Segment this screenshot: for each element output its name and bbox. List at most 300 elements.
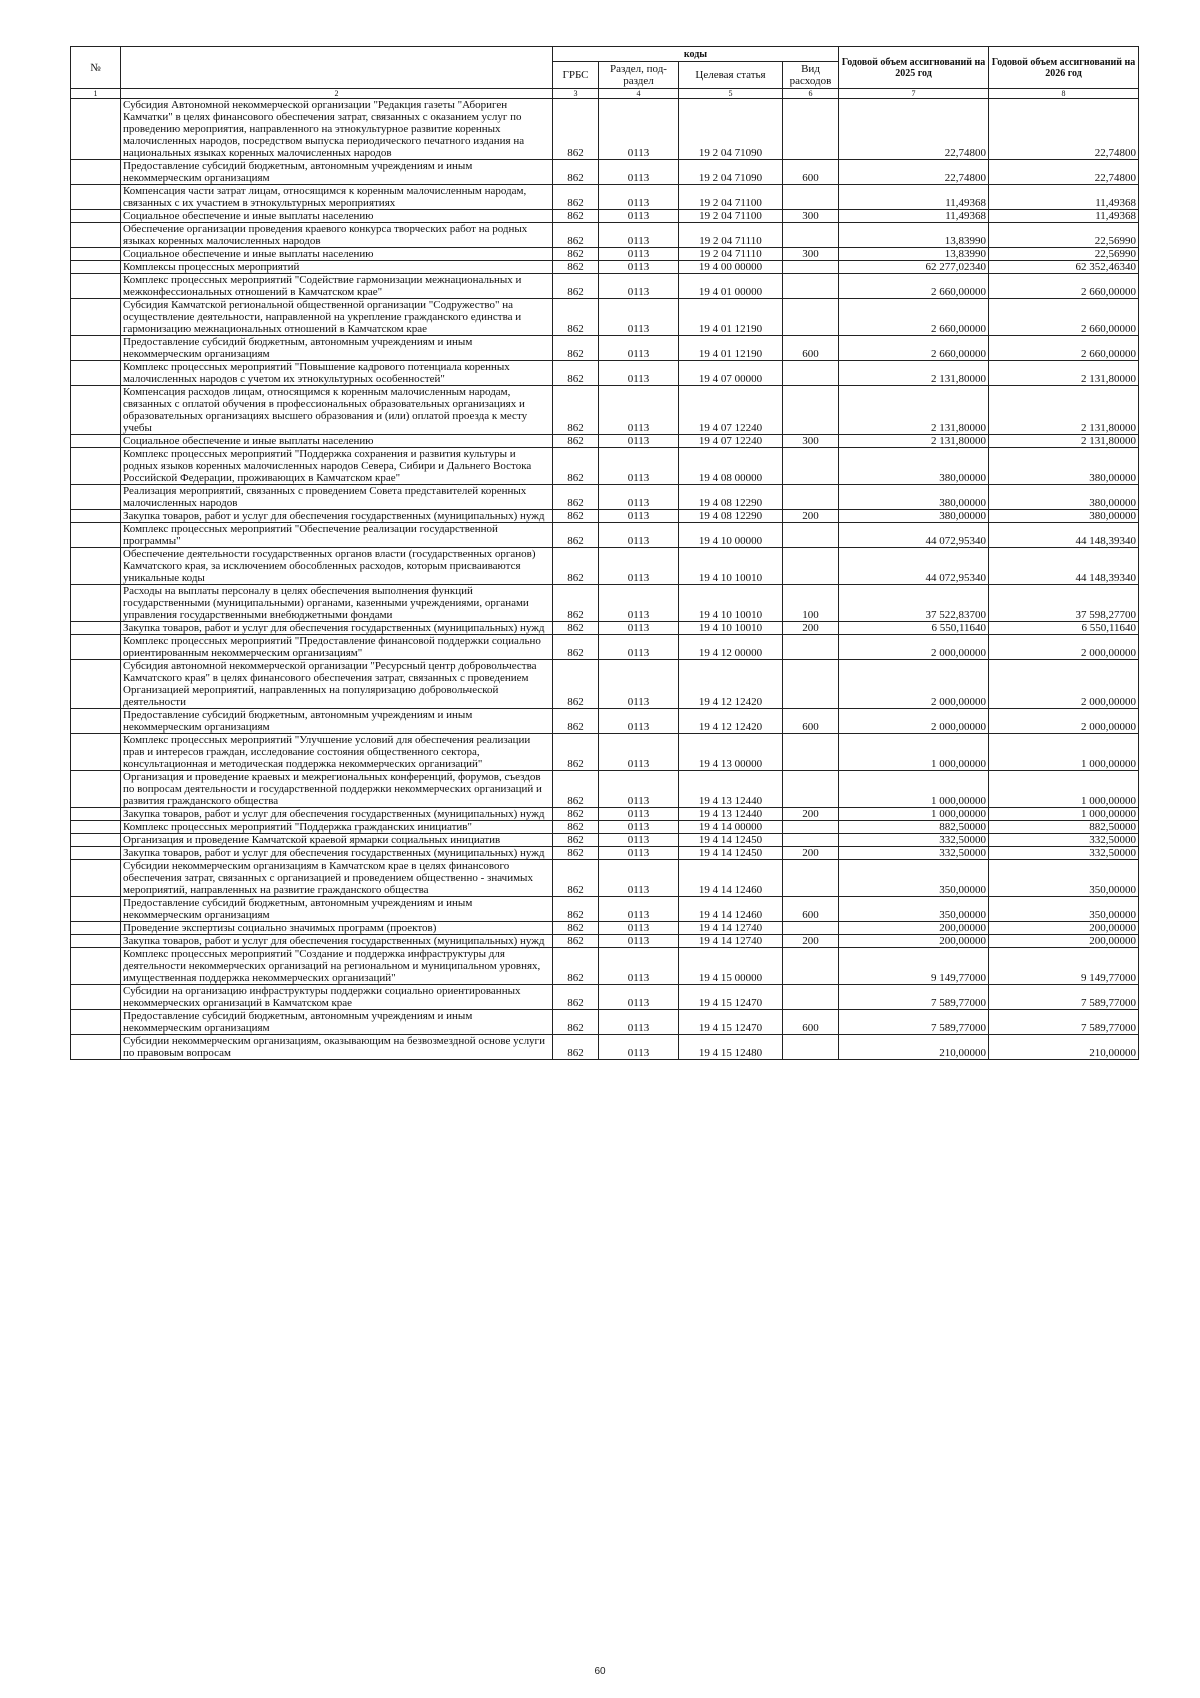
row-target-cell: 19 2 04 71090 <box>679 99 783 160</box>
row-volume-2026-cell: 9 149,77000 <box>989 948 1139 985</box>
row-target-cell: 19 4 01 12190 <box>679 299 783 336</box>
row-target-cell: 19 4 08 12290 <box>679 485 783 510</box>
row-grbs-cell: 862 <box>553 523 599 548</box>
row-volume-2025-cell: 350,00000 <box>839 897 989 922</box>
row-volume-2026-cell: 11,49368 <box>989 185 1139 210</box>
row-volume-2026-cell: 380,00000 <box>989 485 1139 510</box>
budget-table <box>70 46 1139 1060</box>
row-volume-2026-cell: 350,00000 <box>989 860 1139 897</box>
row-section-cell: 0113 <box>599 210 679 223</box>
row-target-cell: 19 2 04 71100 <box>679 185 783 210</box>
header-grbs: ГРБС <box>553 62 599 89</box>
table-row <box>71 361 1139 386</box>
row-target-cell: 19 2 04 71100 <box>679 210 783 223</box>
row-volume-2025-cell: 882,50000 <box>839 821 989 834</box>
row-expense-type-cell: 600 <box>783 709 839 734</box>
row-grbs-cell: 862 <box>553 361 599 386</box>
row-name-cell: Социальное обеспечение и иные выплаты населению <box>121 210 553 223</box>
row-number-cell <box>71 709 121 734</box>
row-number-cell <box>71 985 121 1010</box>
row-target-cell: 19 4 12 12420 <box>679 709 783 734</box>
row-name-cell: Субсидии на организацию инфраструктуры поддержки социально ориентированных некоммерческих организаций в Камчатском крае <box>121 985 553 1010</box>
row-volume-2025-cell: 7 589,77000 <box>839 1010 989 1035</box>
row-volume-2025-cell: 13,83990 <box>839 223 989 248</box>
table-header <box>71 47 1139 99</box>
row-volume-2025-cell: 350,00000 <box>839 860 989 897</box>
row-section-cell: 0113 <box>599 834 679 847</box>
row-volume-2025-cell: 200,00000 <box>839 922 989 935</box>
table-row <box>71 485 1139 510</box>
row-target-cell: 19 4 10 10010 <box>679 622 783 635</box>
header-codes: коды <box>553 47 839 62</box>
row-target-cell: 19 4 13 00000 <box>679 734 783 771</box>
row-grbs-cell: 862 <box>553 386 599 435</box>
row-target-cell: 19 4 10 10010 <box>679 548 783 585</box>
row-section-cell: 0113 <box>599 1010 679 1035</box>
row-number-cell <box>71 223 121 248</box>
row-number-cell <box>71 660 121 709</box>
row-name-cell: Комплекс процессных мероприятий "Повышение кадрового потенциала коренных малочисленных народов с учетом их этнокультурных особенностей" <box>121 361 553 386</box>
column-number: 5 <box>679 89 783 99</box>
table-row <box>71 660 1139 709</box>
header-expense-type: Вид расходов <box>783 62 839 89</box>
row-volume-2025-cell: 37 522,83700 <box>839 585 989 622</box>
table-row <box>71 709 1139 734</box>
table-row <box>71 435 1139 448</box>
table-row <box>71 223 1139 248</box>
row-section-cell: 0113 <box>599 808 679 821</box>
row-grbs-cell: 862 <box>553 897 599 922</box>
row-volume-2025-cell: 1 000,00000 <box>839 771 989 808</box>
row-number-cell <box>71 834 121 847</box>
row-volume-2025-cell: 1 000,00000 <box>839 734 989 771</box>
row-target-cell: 19 4 12 12420 <box>679 660 783 709</box>
row-target-cell: 19 4 08 12290 <box>679 510 783 523</box>
row-target-cell: 19 4 15 12480 <box>679 1035 783 1060</box>
row-name-cell: Предоставление субсидий бюджетным, автономным учреждениям и иным некоммерческим организациям <box>121 709 553 734</box>
row-volume-2025-cell: 2 131,80000 <box>839 386 989 435</box>
row-expense-type-cell <box>783 548 839 585</box>
row-number-cell <box>71 1010 121 1035</box>
row-expense-type-cell <box>783 860 839 897</box>
row-target-cell: 19 4 15 12470 <box>679 985 783 1010</box>
row-volume-2026-cell: 22,74800 <box>989 160 1139 185</box>
header-section: Раздел, под-раздел <box>599 62 679 89</box>
row-section-cell: 0113 <box>599 548 679 585</box>
row-target-cell: 19 4 00 00000 <box>679 261 783 274</box>
row-grbs-cell: 862 <box>553 274 599 299</box>
row-name-cell: Комплекс процессных мероприятий "Содействие гармонизации межнациональных и межконфессиональных отношений в Камчатском крае" <box>121 274 553 299</box>
row-grbs-cell: 862 <box>553 985 599 1010</box>
row-grbs-cell: 862 <box>553 622 599 635</box>
row-target-cell: 19 4 14 00000 <box>679 821 783 834</box>
row-section-cell: 0113 <box>599 660 679 709</box>
row-number-cell <box>71 948 121 985</box>
row-volume-2026-cell: 1 000,00000 <box>989 771 1139 808</box>
row-expense-type-cell <box>783 361 839 386</box>
table-body <box>71 99 1139 1060</box>
row-grbs-cell: 862 <box>553 847 599 860</box>
row-volume-2025-cell: 6 550,11640 <box>839 622 989 635</box>
row-number-cell <box>71 548 121 585</box>
row-grbs-cell: 862 <box>553 448 599 485</box>
row-expense-type-cell <box>783 274 839 299</box>
row-target-cell: 19 4 01 12190 <box>679 336 783 361</box>
row-expense-type-cell <box>783 985 839 1010</box>
row-volume-2025-cell: 2 131,80000 <box>839 435 989 448</box>
row-name-cell: Закупка товаров, работ и услуг для обеспечения государственных (муниципальных) нужд <box>121 510 553 523</box>
table-row <box>71 185 1139 210</box>
row-target-cell: 19 4 14 12450 <box>679 834 783 847</box>
table-row <box>71 635 1139 660</box>
row-section-cell: 0113 <box>599 248 679 261</box>
table-row <box>71 948 1139 985</box>
row-section-cell: 0113 <box>599 922 679 935</box>
row-volume-2026-cell: 2 131,80000 <box>989 361 1139 386</box>
row-volume-2026-cell: 44 148,39340 <box>989 548 1139 585</box>
row-target-cell: 19 4 08 00000 <box>679 448 783 485</box>
row-expense-type-cell: 600 <box>783 336 839 361</box>
row-grbs-cell: 862 <box>553 834 599 847</box>
row-name-cell: Комплекс процессных мероприятий "Поддержка сохранения и развития культуры и родных языков коренных малочисленных народов Севера, Сибири и Дальнего Востока Российской Федерации, проживающих в Камчатском крае" <box>121 448 553 485</box>
table-row <box>71 808 1139 821</box>
row-name-cell: Субсидия Камчатской региональной общественной организации "Содружество" на осуществление деятельности, направленной на укрепление гражданского единства и гармонизацию межнациональных отношений в Камчатском крае <box>121 299 553 336</box>
row-number-cell <box>71 274 121 299</box>
row-name-cell: Субсидии некоммерческим организациям, оказывающим на безвозмездной основе услуги по правовым вопросам <box>121 1035 553 1060</box>
row-grbs-cell: 862 <box>553 635 599 660</box>
row-volume-2026-cell: 2 660,00000 <box>989 336 1139 361</box>
row-target-cell: 19 4 14 12450 <box>679 847 783 860</box>
row-volume-2026-cell: 1 000,00000 <box>989 734 1139 771</box>
table-row <box>71 860 1139 897</box>
row-expense-type-cell: 200 <box>783 510 839 523</box>
row-target-cell: 19 4 13 12440 <box>679 808 783 821</box>
row-volume-2025-cell: 332,50000 <box>839 834 989 847</box>
row-number-cell <box>71 897 121 922</box>
row-section-cell: 0113 <box>599 709 679 734</box>
row-expense-type-cell <box>783 223 839 248</box>
row-volume-2025-cell: 62 277,02340 <box>839 261 989 274</box>
row-name-cell: Компенсация части затрат лицам, относящимся к коренным малочисленным народам, связанных с их участием в этнокультурных мероприятиях <box>121 185 553 210</box>
row-volume-2026-cell: 22,74800 <box>989 99 1139 160</box>
row-section-cell: 0113 <box>599 1035 679 1060</box>
column-number: 7 <box>839 89 989 99</box>
row-expense-type-cell: 200 <box>783 935 839 948</box>
row-volume-2026-cell: 2 660,00000 <box>989 299 1139 336</box>
row-name-cell: Комплексы процессных мероприятий <box>121 261 553 274</box>
row-expense-type-cell <box>783 523 839 548</box>
row-name-cell: Компенсация расходов лицам, относящимся к коренным малочисленным народам, связанных с оплатой обучения в профессиональных образовательных организациях и образовательных организациях высшего образования и (или) оплатой проезда к месту учебы <box>121 386 553 435</box>
row-grbs-cell: 862 <box>553 485 599 510</box>
column-number-row <box>71 89 1139 99</box>
table-row <box>71 99 1139 160</box>
row-volume-2025-cell: 22,74800 <box>839 160 989 185</box>
row-number-cell <box>71 299 121 336</box>
row-target-cell: 19 4 07 00000 <box>679 361 783 386</box>
row-expense-type-cell <box>783 922 839 935</box>
row-section-cell: 0113 <box>599 897 679 922</box>
table-row <box>71 448 1139 485</box>
row-name-cell: Предоставление субсидий бюджетным, автономным учреждениям и иным некоммерческим организациям <box>121 1010 553 1035</box>
row-expense-type-cell: 300 <box>783 210 839 223</box>
row-name-cell: Предоставление субсидий бюджетным, автономным учреждениям и иным некоммерческим организациям <box>121 336 553 361</box>
row-number-cell <box>71 435 121 448</box>
row-number-cell <box>71 261 121 274</box>
row-target-cell: 19 4 12 00000 <box>679 635 783 660</box>
row-volume-2025-cell: 44 072,95340 <box>839 523 989 548</box>
row-number-cell <box>71 808 121 821</box>
row-target-cell: 19 4 07 12240 <box>679 435 783 448</box>
row-target-cell: 19 2 04 71110 <box>679 248 783 261</box>
row-volume-2026-cell: 11,49368 <box>989 210 1139 223</box>
row-volume-2026-cell: 210,00000 <box>989 1035 1139 1060</box>
row-number-cell <box>71 510 121 523</box>
row-grbs-cell: 862 <box>553 223 599 248</box>
row-expense-type-cell <box>783 948 839 985</box>
row-expense-type-cell <box>783 99 839 160</box>
row-volume-2025-cell: 332,50000 <box>839 847 989 860</box>
row-volume-2025-cell: 22,74800 <box>839 99 989 160</box>
page-number: 60 <box>594 1666 606 1677</box>
row-expense-type-cell: 200 <box>783 622 839 635</box>
row-volume-2025-cell: 200,00000 <box>839 935 989 948</box>
row-volume-2026-cell: 1 000,00000 <box>989 808 1139 821</box>
row-number-cell <box>71 922 121 935</box>
table-row <box>71 985 1139 1010</box>
table-row <box>71 922 1139 935</box>
row-section-cell: 0113 <box>599 510 679 523</box>
row-volume-2026-cell: 200,00000 <box>989 922 1139 935</box>
table-row <box>71 622 1139 635</box>
row-number-cell <box>71 1035 121 1060</box>
row-grbs-cell: 862 <box>553 210 599 223</box>
row-grbs-cell: 862 <box>553 585 599 622</box>
row-volume-2026-cell: 62 352,46340 <box>989 261 1139 274</box>
header-volume-2026: Годовой объем ассигнований на 2026 год <box>989 47 1139 89</box>
row-number-cell <box>71 210 121 223</box>
header-name <box>121 47 553 89</box>
row-volume-2026-cell: 380,00000 <box>989 448 1139 485</box>
row-name-cell: Субсидия автономной некоммерческой организации "Ресурсный центр добровольчества Камчатского края" в целях финансового обеспечения затрат, связанных с проведением Организацией мероприятий, направленных на популяризацию добровольческой деятельности <box>121 660 553 709</box>
row-number-cell <box>71 485 121 510</box>
table-row <box>71 210 1139 223</box>
row-section-cell: 0113 <box>599 985 679 1010</box>
row-volume-2026-cell: 2 000,00000 <box>989 709 1139 734</box>
row-volume-2026-cell: 6 550,11640 <box>989 622 1139 635</box>
row-volume-2026-cell: 7 589,77000 <box>989 985 1139 1010</box>
table-row <box>71 548 1139 585</box>
row-section-cell: 0113 <box>599 860 679 897</box>
column-number: 6 <box>783 89 839 99</box>
row-name-cell: Комплекс процессных мероприятий "Предоставление финансовой поддержки социально ориентированным некоммерческим организациям" <box>121 635 553 660</box>
row-number-cell <box>71 860 121 897</box>
row-number-cell <box>71 935 121 948</box>
row-grbs-cell: 862 <box>553 660 599 709</box>
row-grbs-cell: 862 <box>553 771 599 808</box>
table-row <box>71 1035 1139 1060</box>
table-row <box>71 834 1139 847</box>
row-target-cell: 19 2 04 71110 <box>679 223 783 248</box>
row-section-cell: 0113 <box>599 523 679 548</box>
row-grbs-cell: 862 <box>553 248 599 261</box>
row-target-cell: 19 4 15 00000 <box>679 948 783 985</box>
row-name-cell: Комплекс процессных мероприятий "Создание и поддержка инфраструктуры для деятельности некоммерческих организаций на региональном и муниципальном уровнях, имущественная поддержка некоммерческих организаций" <box>121 948 553 985</box>
row-volume-2025-cell: 9 149,77000 <box>839 948 989 985</box>
table-row <box>71 821 1139 834</box>
row-number-cell <box>71 734 121 771</box>
row-volume-2025-cell: 44 072,95340 <box>839 548 989 585</box>
row-grbs-cell: 862 <box>553 336 599 361</box>
row-section-cell: 0113 <box>599 361 679 386</box>
row-expense-type-cell: 600 <box>783 1010 839 1035</box>
row-expense-type-cell: 600 <box>783 160 839 185</box>
row-name-cell: Расходы на выплаты персоналу в целях обеспечения выполнения функций государственными (муниципальными) органами, казенными учреждениями, органами управления государственными внебюджетными фондами <box>121 585 553 622</box>
table-row <box>71 336 1139 361</box>
column-number: 8 <box>989 89 1139 99</box>
row-volume-2026-cell: 22,56990 <box>989 223 1139 248</box>
table-row <box>71 386 1139 435</box>
row-name-cell: Обеспечение организации проведения краевого конкурса творческих работ на родных языках коренных малочисленных народов <box>121 223 553 248</box>
row-number-cell <box>71 585 121 622</box>
row-section-cell: 0113 <box>599 261 679 274</box>
header-volume-2025: Годовой объем ассигнований на 2025 год <box>839 47 989 89</box>
row-name-cell: Обеспечение деятельности государственных органов власти (государственных органов) Камчатского края, за исключением обособленных расходов, которым присваиваются уникальные коды <box>121 548 553 585</box>
table-row <box>71 523 1139 548</box>
row-name-cell: Закупка товаров, работ и услуг для обеспечения государственных (муниципальных) нужд <box>121 935 553 948</box>
row-target-cell: 19 4 07 12240 <box>679 386 783 435</box>
row-name-cell: Комплекс процессных мероприятий "Поддержка гражданских инициатив" <box>121 821 553 834</box>
column-number: 4 <box>599 89 679 99</box>
table-row <box>71 847 1139 860</box>
row-expense-type-cell <box>783 485 839 510</box>
row-volume-2026-cell: 2 131,80000 <box>989 386 1139 435</box>
row-section-cell: 0113 <box>599 386 679 435</box>
row-section-cell: 0113 <box>599 935 679 948</box>
row-volume-2025-cell: 2 000,00000 <box>839 635 989 660</box>
row-grbs-cell: 862 <box>553 808 599 821</box>
table-row <box>71 274 1139 299</box>
row-section-cell: 0113 <box>599 299 679 336</box>
row-volume-2025-cell: 11,49368 <box>839 185 989 210</box>
row-section-cell: 0113 <box>599 274 679 299</box>
header-target: Целевая статья <box>679 62 783 89</box>
row-grbs-cell: 862 <box>553 510 599 523</box>
row-section-cell: 0113 <box>599 448 679 485</box>
table-row <box>71 734 1139 771</box>
row-target-cell: 19 4 01 00000 <box>679 274 783 299</box>
row-section-cell: 0113 <box>599 185 679 210</box>
column-number: 2 <box>121 89 553 99</box>
row-grbs-cell: 862 <box>553 435 599 448</box>
row-section-cell: 0113 <box>599 585 679 622</box>
column-number: 1 <box>71 89 121 99</box>
row-grbs-cell: 862 <box>553 299 599 336</box>
row-name-cell: Закупка товаров, работ и услуг для обеспечения государственных (муниципальных) нужд <box>121 622 553 635</box>
row-grbs-cell: 862 <box>553 1010 599 1035</box>
table-row <box>71 299 1139 336</box>
row-section-cell: 0113 <box>599 821 679 834</box>
row-volume-2026-cell: 882,50000 <box>989 821 1139 834</box>
row-name-cell: Комплекс процессных мероприятий "Обеспечение реализации государственной программы" <box>121 523 553 548</box>
row-grbs-cell: 862 <box>553 548 599 585</box>
row-volume-2026-cell: 332,50000 <box>989 834 1139 847</box>
row-section-cell: 0113 <box>599 435 679 448</box>
row-volume-2026-cell: 2 000,00000 <box>989 660 1139 709</box>
row-number-cell <box>71 160 121 185</box>
row-grbs-cell: 862 <box>553 160 599 185</box>
row-number-cell <box>71 386 121 435</box>
row-volume-2026-cell: 200,00000 <box>989 935 1139 948</box>
row-name-cell: Социальное обеспечение и иные выплаты населению <box>121 248 553 261</box>
row-grbs-cell: 862 <box>553 261 599 274</box>
row-target-cell: 19 4 10 10010 <box>679 585 783 622</box>
row-expense-type-cell <box>783 821 839 834</box>
row-number-cell <box>71 523 121 548</box>
row-name-cell: Организация и проведение Камчатской краевой ярмарки социальных инициатив <box>121 834 553 847</box>
row-expense-type-cell <box>783 834 839 847</box>
row-volume-2025-cell: 2 660,00000 <box>839 274 989 299</box>
row-number-cell <box>71 248 121 261</box>
row-section-cell: 0113 <box>599 223 679 248</box>
row-grbs-cell: 862 <box>553 734 599 771</box>
row-section-cell: 0113 <box>599 847 679 860</box>
row-grbs-cell: 862 <box>553 948 599 985</box>
table-row <box>71 248 1139 261</box>
row-grbs-cell: 862 <box>553 99 599 160</box>
row-volume-2026-cell: 2 660,00000 <box>989 274 1139 299</box>
row-number-cell <box>71 448 121 485</box>
row-expense-type-cell: 200 <box>783 808 839 821</box>
row-section-cell: 0113 <box>599 771 679 808</box>
row-grbs-cell: 862 <box>553 185 599 210</box>
row-grbs-cell: 862 <box>553 922 599 935</box>
row-volume-2025-cell: 7 589,77000 <box>839 985 989 1010</box>
row-expense-type-cell <box>783 386 839 435</box>
row-volume-2026-cell: 332,50000 <box>989 847 1139 860</box>
row-target-cell: 19 4 14 12460 <box>679 860 783 897</box>
row-expense-type-cell: 200 <box>783 847 839 860</box>
row-grbs-cell: 862 <box>553 709 599 734</box>
row-target-cell: 19 4 15 12470 <box>679 1010 783 1035</box>
header-number: № <box>71 47 121 89</box>
row-volume-2026-cell: 22,56990 <box>989 248 1139 261</box>
row-section-cell: 0113 <box>599 336 679 361</box>
row-section-cell: 0113 <box>599 948 679 985</box>
row-expense-type-cell: 100 <box>783 585 839 622</box>
row-volume-2026-cell: 2 131,80000 <box>989 435 1139 448</box>
row-expense-type-cell <box>783 734 839 771</box>
row-number-cell <box>71 99 121 160</box>
row-volume-2026-cell: 7 589,77000 <box>989 1010 1139 1035</box>
row-name-cell: Предоставление субсидий бюджетным, автономным учреждениям и иным некоммерческим организациям <box>121 897 553 922</box>
row-expense-type-cell <box>783 660 839 709</box>
row-target-cell: 19 4 14 12740 <box>679 935 783 948</box>
row-expense-type-cell <box>783 771 839 808</box>
row-name-cell: Предоставление субсидий бюджетным, автономным учреждениям и иным некоммерческим организациям <box>121 160 553 185</box>
row-expense-type-cell: 600 <box>783 897 839 922</box>
row-volume-2025-cell: 2 660,00000 <box>839 336 989 361</box>
row-volume-2025-cell: 11,49368 <box>839 210 989 223</box>
row-volume-2025-cell: 210,00000 <box>839 1035 989 1060</box>
row-volume-2025-cell: 1 000,00000 <box>839 808 989 821</box>
row-name-cell: Проведение экспертизы социально значимых программ (проектов) <box>121 922 553 935</box>
row-volume-2026-cell: 37 598,27700 <box>989 585 1139 622</box>
row-number-cell <box>71 635 121 660</box>
row-expense-type-cell <box>783 448 839 485</box>
table-row <box>71 935 1139 948</box>
row-volume-2025-cell: 380,00000 <box>839 510 989 523</box>
table-row <box>71 897 1139 922</box>
